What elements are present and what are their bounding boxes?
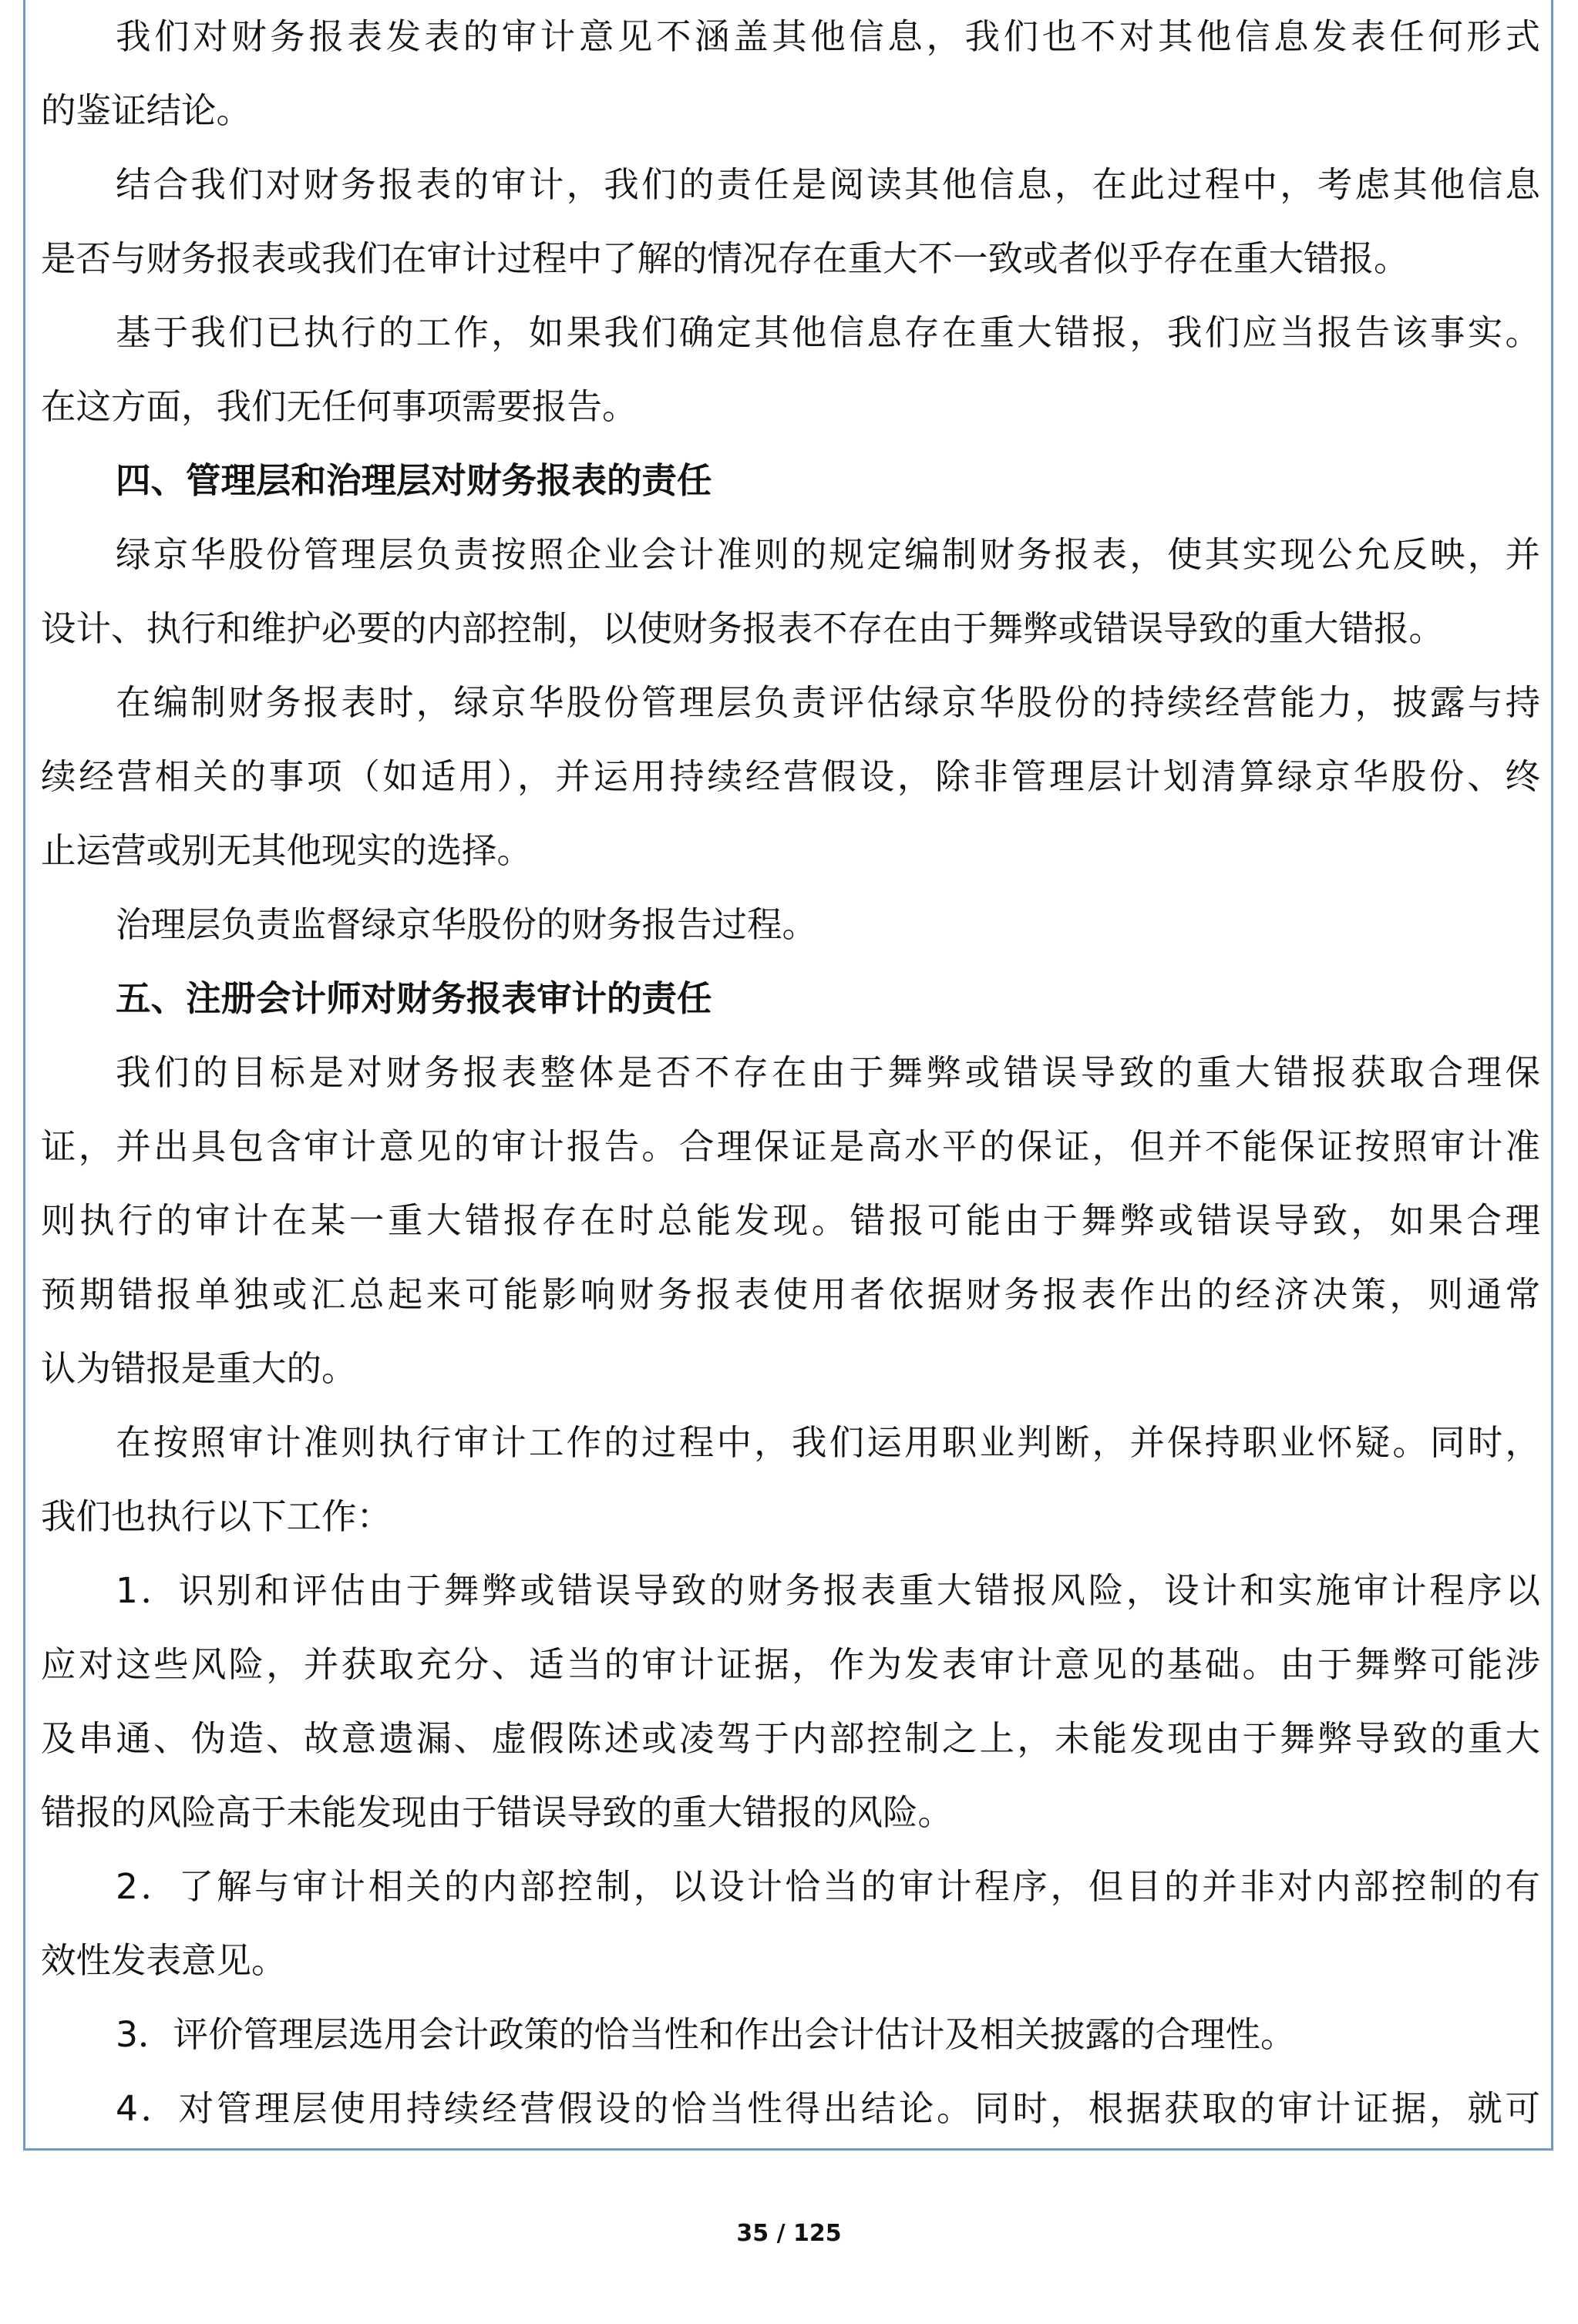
paragraph-line: 及串通、伪造、故意遗漏、虚假陈述或凌驾于内部控制之上，未能发现由于舞弊导致的重大 xyxy=(41,1718,1540,1759)
paragraph-line: 效性发表意见。 xyxy=(41,1940,287,1981)
list-item-3: 3．评价管理层选用会计政策的恰当性和作出会计估计及相关披露的合理性。 xyxy=(116,2014,1296,2055)
paragraph-line: 我们对财务报表发表的审计意见不涵盖其他信息，我们也不对其他信息发表任何形式 xyxy=(116,16,1540,57)
paragraph-line: 我们的目标是对财务报表整体是否不存在由于舞弊或错误导致的重大错报获取合理保 xyxy=(116,1052,1540,1093)
section-heading-4: 四、管理层和治理层对财务报表的责任 xyxy=(116,460,712,501)
paragraph-line: 绿京华股份管理层负责按照企业会计准则的规定编制财务报表，使其实现公允反映，并 xyxy=(116,534,1540,575)
paragraph-line: 应对这些风险，并获取充分、适当的审计证据，作为发表审计意见的基础。由于舞弊可能涉 xyxy=(41,1644,1540,1685)
paragraph-line: 结合我们对财务报表的审计，我们的责任是阅读其他信息，在此过程中，考虑其他信息 xyxy=(116,164,1540,205)
paragraph-line: 设计、执行和维护必要的内部控制，以使财务报表不存在由于舞弊或错误导致的重大错报。 xyxy=(41,608,1445,649)
paragraph-line: 在编制财务报表时，绿京华股份管理层负责评估绿京华股份的持续经营能力，披露与持 xyxy=(116,682,1540,723)
paragraph-line: 错报的风险高于未能发现由于错误导致的重大错报的风险。 xyxy=(41,1792,954,1833)
paragraph-line: 预期错报单独或汇总起来可能影响财务报表使用者依据财务报表作出的经济决策，则通常 xyxy=(41,1274,1540,1315)
list-item-1: 1．识别和评估由于舞弊或错误导致的财务报表重大错报风险，设计和实施审计程序以 xyxy=(116,1570,1540,1611)
list-item-4: 4．对管理层使用持续经营假设的恰当性得出结论。同时，根据获取的审计证据，就可 xyxy=(116,2088,1540,2129)
list-item-2: 2．了解与审计相关的内部控制，以设计恰当的审计程序，但目的并非对内部控制的有 xyxy=(116,1866,1540,1907)
paragraph-line: 的鉴证结论。 xyxy=(41,90,252,131)
paragraph-line: 则执行的审计在某一重大错报存在时总能发现。错报可能由于舞弊或错误导致，如果合理 xyxy=(41,1200,1540,1241)
paragraph-line: 治理层负责监督绿京华股份的财务报告过程。 xyxy=(116,904,818,945)
paragraph-line: 在这方面，我们无任何事项需要报告。 xyxy=(41,386,638,427)
paragraph-line: 续经营相关的事项（如适用），并运用持续经营假设，除非管理层计划清算绿京华股份、终 xyxy=(41,756,1540,797)
paragraph-line: 证，并出具包含审计意见的审计报告。合理保证是高水平的保证，但并不能保证按照审计准 xyxy=(41,1126,1540,1167)
page-number: 35 / 125 xyxy=(736,2220,842,2247)
section-heading-5: 五、注册会计师对财务报表审计的责任 xyxy=(116,978,712,1019)
document-body xyxy=(41,0,1540,2146)
paragraph-line: 是否与财务报表或我们在审计过程中了解的情况存在重大不一致或者似乎存在重大错报。 xyxy=(41,238,1409,279)
paragraph-line: 止运营或别无其他现实的选择。 xyxy=(41,830,533,871)
paragraph-line: 基于我们已执行的工作，如果我们确定其他信息存在重大错报，我们应当报告该事实。 xyxy=(116,312,1540,353)
paragraph-line: 在按照审计准则执行审计工作的过程中，我们运用职业判断，并保持职业怀疑。同时， xyxy=(116,1422,1540,1463)
paragraph-line: 认为错报是重大的。 xyxy=(41,1348,357,1389)
paragraph-line: 我们也执行以下工作： xyxy=(41,1496,392,1537)
